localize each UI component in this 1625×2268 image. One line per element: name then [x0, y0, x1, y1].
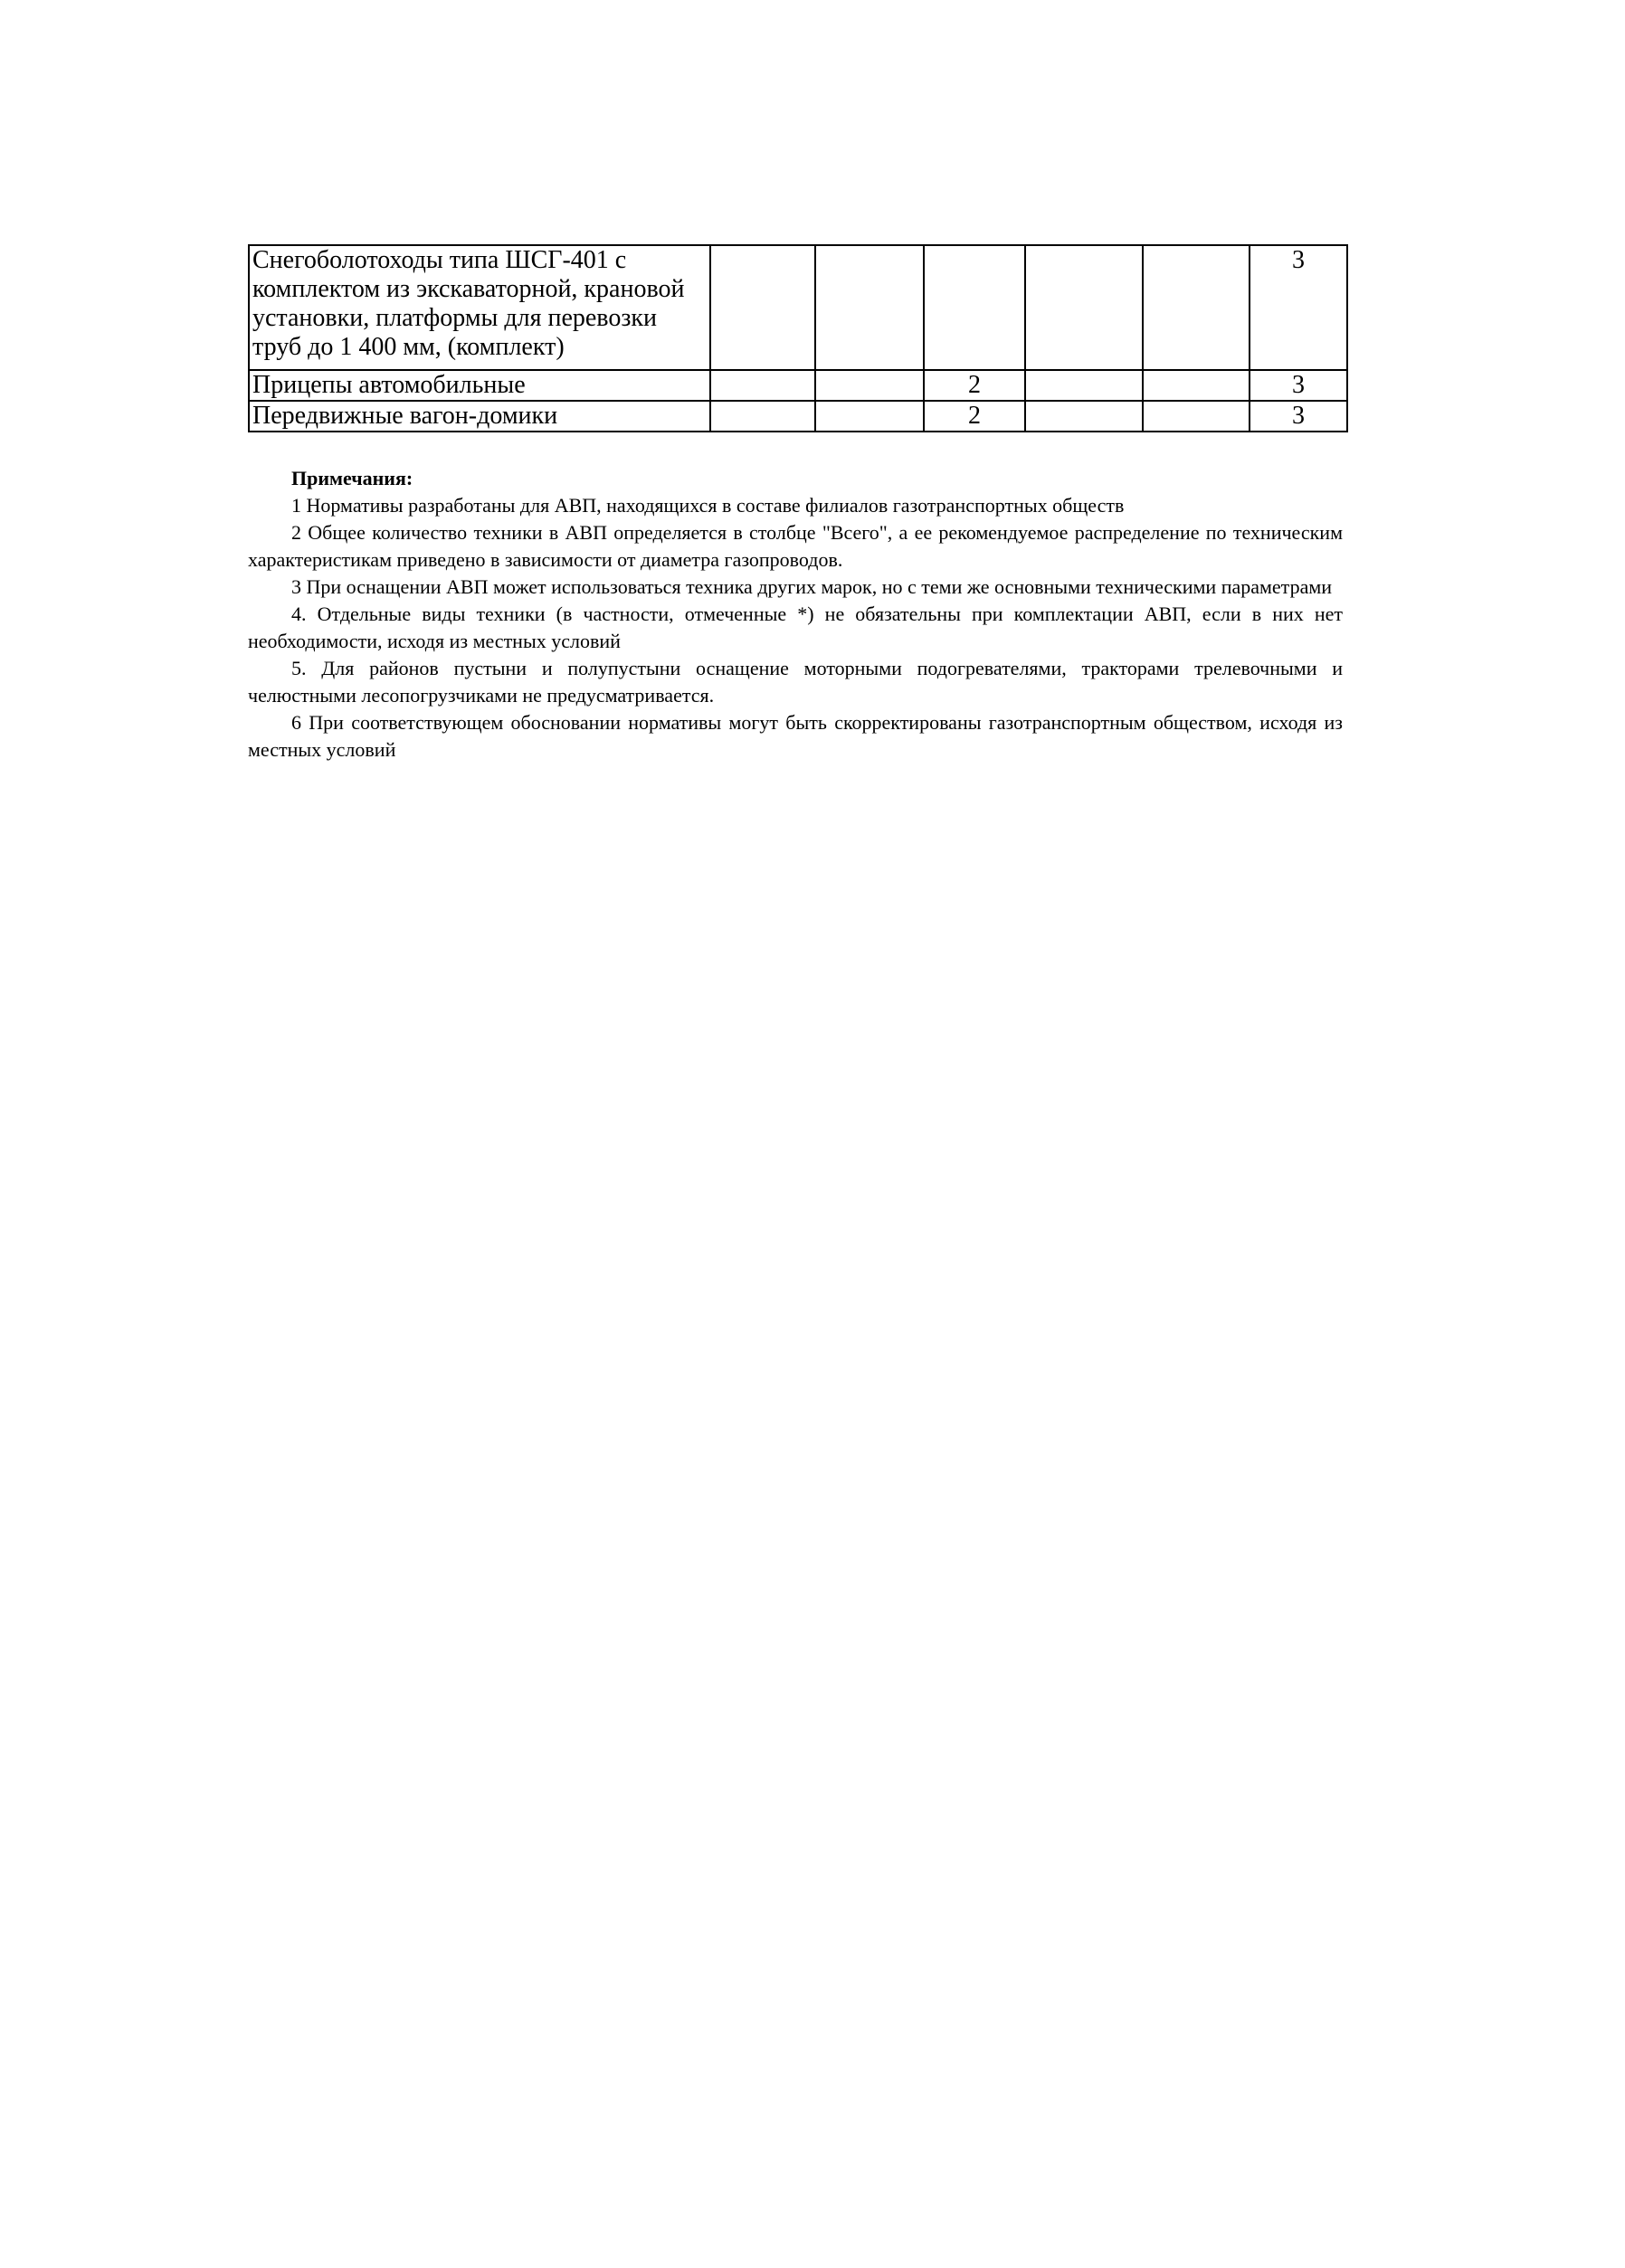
quantity-cell [924, 245, 1025, 370]
equipment-name-cell: Передвижные вагон-домики [249, 401, 710, 432]
quantity-cell [710, 245, 815, 370]
note-item: 4. Отдельные виды техники (в частности, отмеченные *) не обязательны при комплектации АВП, если в них нет необходимости, исходя из местных условий [248, 603, 1343, 652]
equipment-name-cell: Прицепы автомобильные [249, 370, 710, 401]
note-item: 2 Общее количество техники в АВП определяется в столбце "Всего", а ее рекомендуемое распределение по техническим характеристикам приведено в зависимости от диаметра газопроводов. [248, 521, 1343, 571]
quantity-cell: 2 [924, 370, 1025, 401]
note-item: 3 При оснащении АВП может использоваться техника других марок, но с теми же основными техническими параметрами [291, 575, 1333, 598]
note-item: 5. Для районов пустыни и полупустыни оснащение моторными подогревателями, тракторами трелевочными и челюстными лесопогрузчиками не предусматривается. [248, 657, 1343, 707]
quantity-cell: 2 [924, 401, 1025, 432]
equipment-table [248, 244, 1348, 432]
quantity-cell [1143, 245, 1250, 370]
quantity-cell [1143, 370, 1250, 401]
quantity-cell [815, 401, 924, 432]
note-item: 6 При соответствующем обосновании нормативы могут быть скорректированы газотранспортным обществом, исходя из местных условий [248, 711, 1343, 761]
note-item: 1 Нормативы разработаны для АВП, находящихся в составе филиалов газотранспортных обществ [291, 494, 1125, 517]
quantity-cell [1025, 370, 1143, 401]
table-row [249, 370, 1347, 401]
total-cell: 3 [1250, 370, 1347, 401]
notes-section [248, 465, 1343, 764]
quantity-cell [1143, 401, 1250, 432]
quantity-cell [1025, 401, 1143, 432]
quantity-cell [815, 245, 924, 370]
quantity-cell [710, 401, 815, 432]
notes-title: Примечания: [291, 467, 413, 489]
quantity-cell [1025, 245, 1143, 370]
table-row [249, 245, 1347, 370]
total-cell: 3 [1250, 401, 1347, 432]
total-cell: 3 [1250, 245, 1347, 370]
table-row [249, 401, 1347, 432]
quantity-cell [710, 370, 815, 401]
quantity-cell [815, 370, 924, 401]
equipment-name-cell: Снегоболотоходы типа ШСГ-401 с комплектом из экскаваторной, крановой установки, платформы для перевозки труб до 1 400 мм, (комплект) [249, 245, 710, 370]
